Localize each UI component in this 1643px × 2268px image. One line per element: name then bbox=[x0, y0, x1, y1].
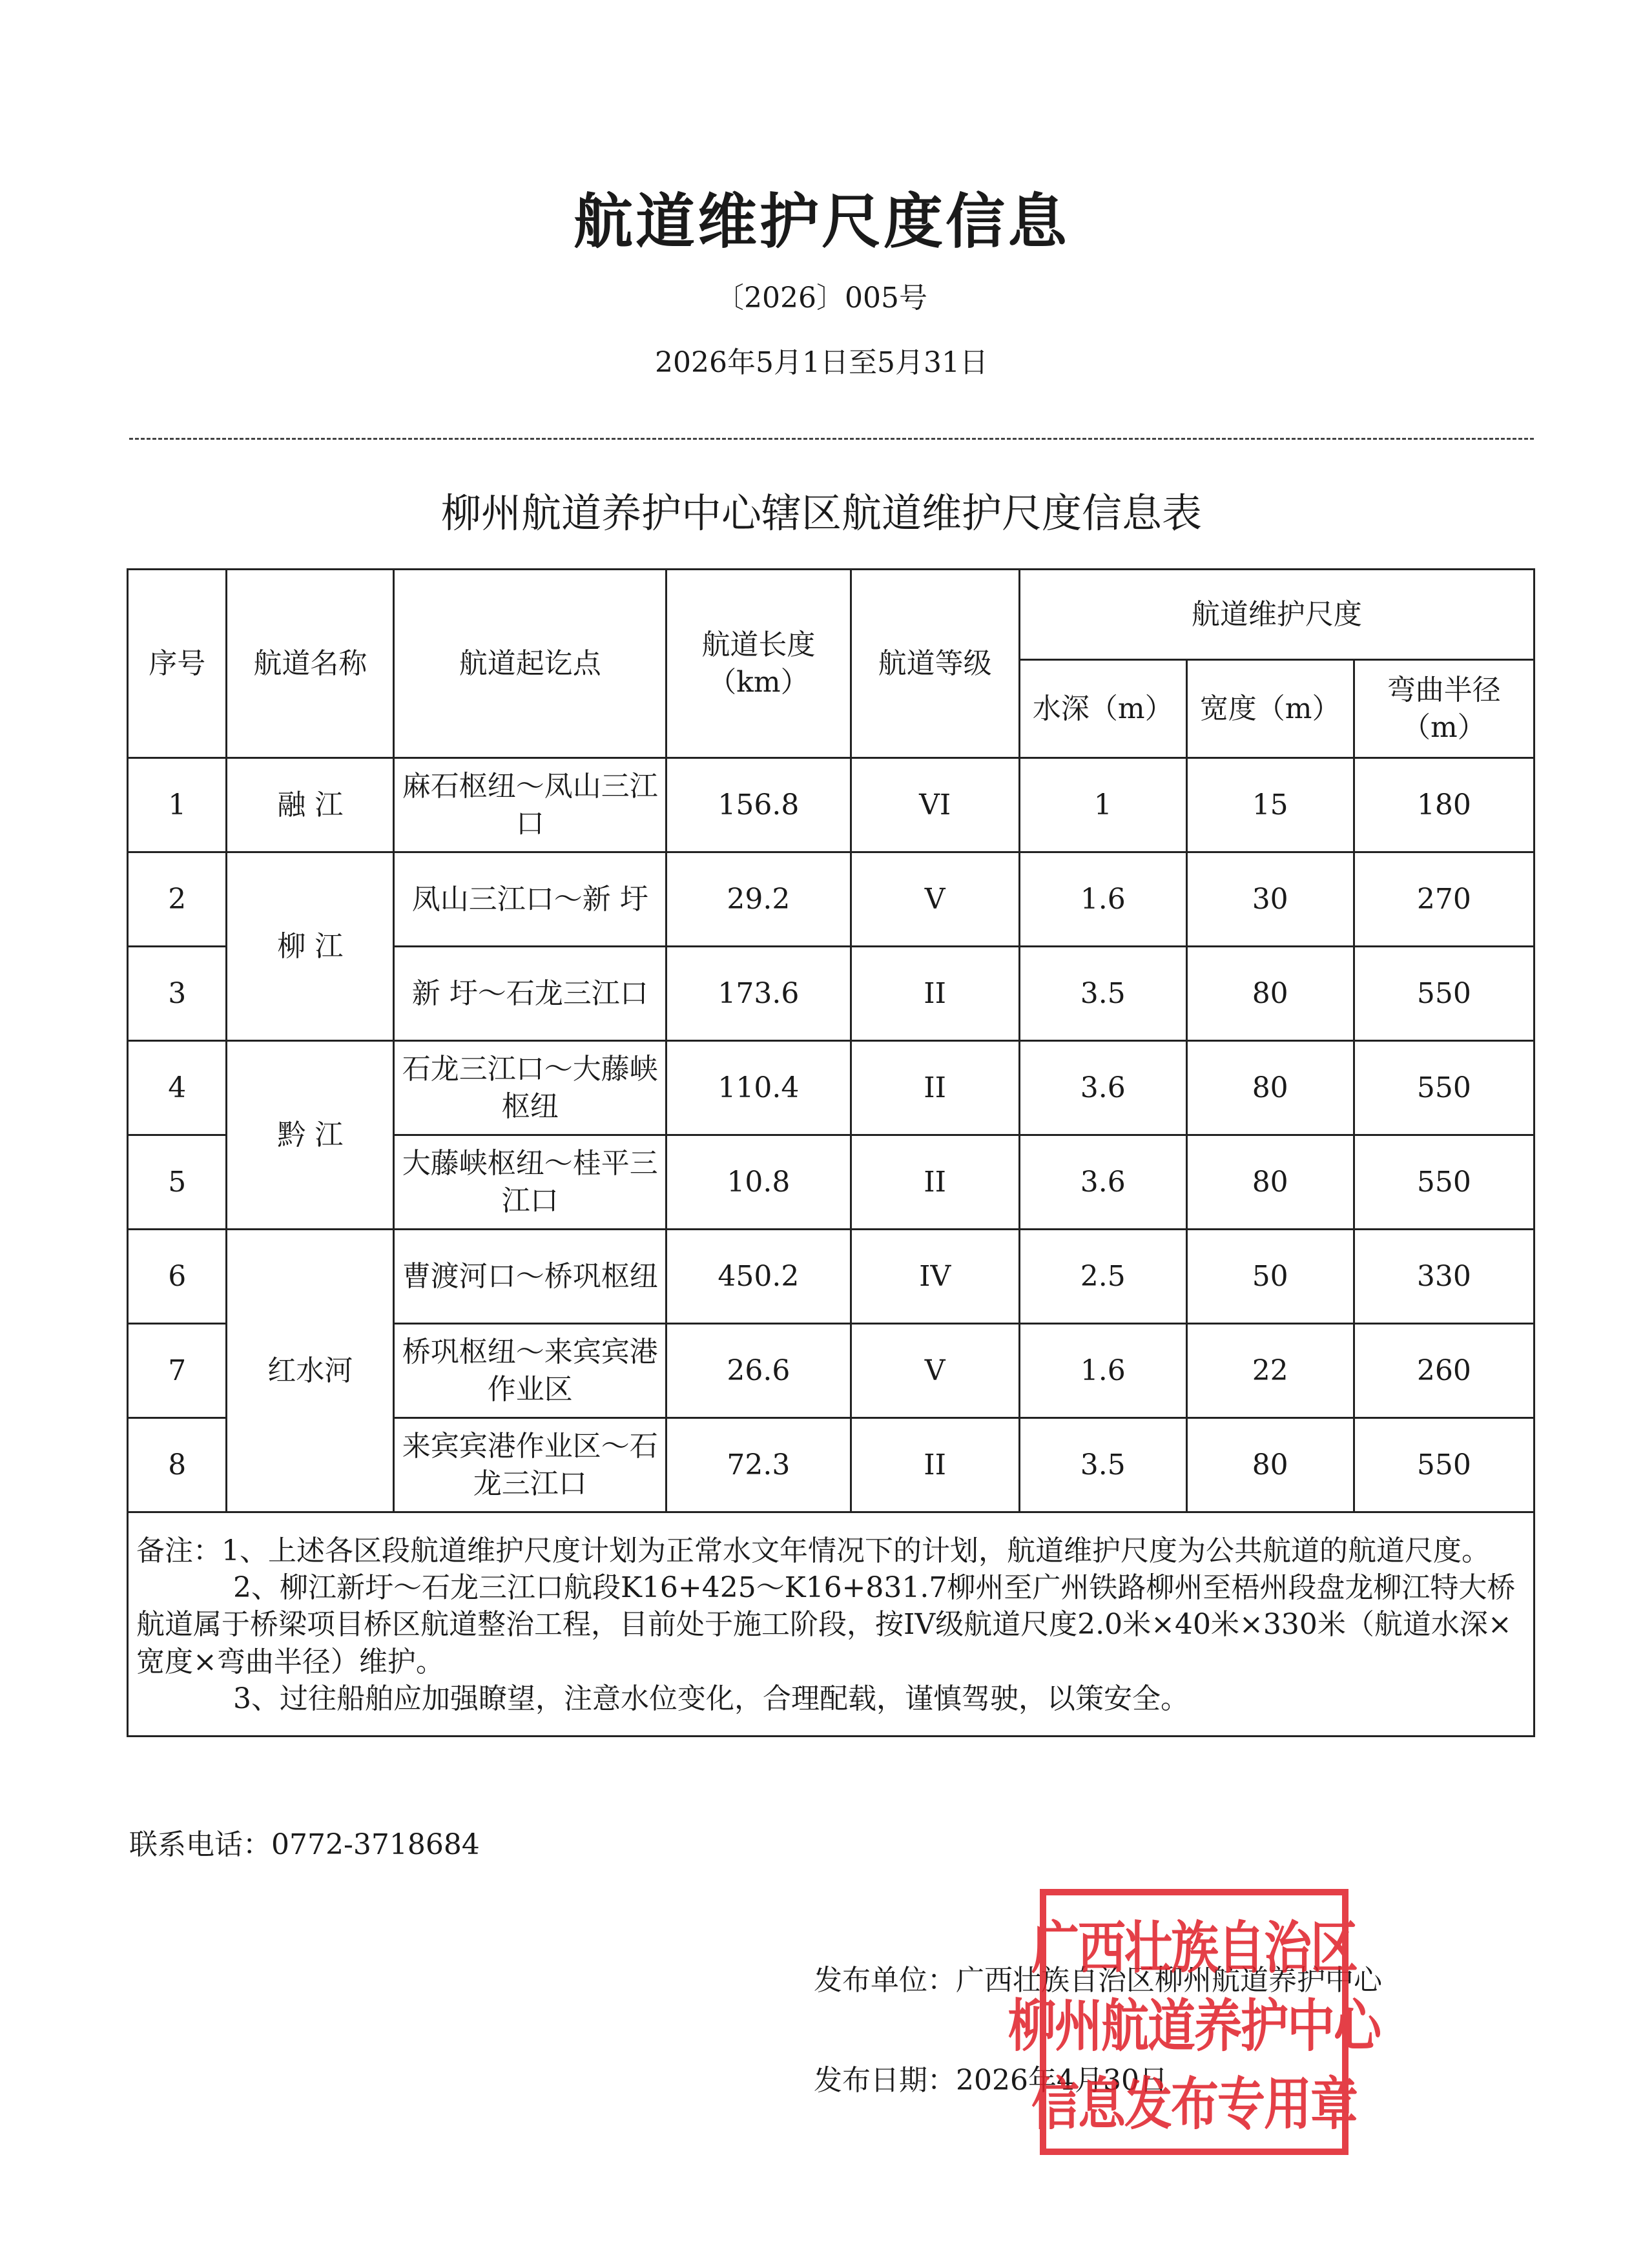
cell-length: 110.4 bbox=[666, 1041, 851, 1135]
cell-depth: 1 bbox=[1019, 758, 1186, 852]
header-width: 宽度（m） bbox=[1186, 660, 1354, 758]
header-radius: 弯曲半径（m） bbox=[1354, 660, 1534, 758]
cell-section: 麻石枢纽～凤山三江口 bbox=[394, 758, 666, 852]
cell-grade: II bbox=[851, 947, 1019, 1041]
cell-grade: II bbox=[851, 1041, 1019, 1135]
cell-width: 50 bbox=[1186, 1230, 1354, 1324]
cell-width: 22 bbox=[1186, 1324, 1354, 1418]
cell-grade: VI bbox=[851, 758, 1019, 852]
cell-radius: 330 bbox=[1354, 1230, 1534, 1324]
cell-section: 石龙三江口～大藤峡枢纽 bbox=[394, 1041, 666, 1135]
cell-radius: 550 bbox=[1354, 1135, 1534, 1230]
cell-depth: 2.5 bbox=[1019, 1230, 1186, 1324]
header-depth: 水深（m） bbox=[1019, 660, 1186, 758]
cell-length: 156.8 bbox=[666, 758, 851, 852]
document-title: 航道维护尺度信息 bbox=[573, 187, 1070, 256]
cell-grade: V bbox=[851, 852, 1019, 947]
cell-radius: 550 bbox=[1354, 1041, 1534, 1135]
table-row bbox=[128, 852, 1534, 947]
cell-length: 450.2 bbox=[666, 1230, 851, 1324]
cell-depth: 1.6 bbox=[1019, 852, 1186, 947]
publish-date: 发布日期：2026年4月30日 bbox=[814, 2064, 1168, 2097]
cell-depth: 3.5 bbox=[1019, 1418, 1186, 1512]
cell-waterway-name: 黔 江 bbox=[227, 1041, 394, 1230]
cell-grade: V bbox=[851, 1324, 1019, 1418]
cell-width: 80 bbox=[1186, 947, 1354, 1041]
cell-waterway-name: 融 江 bbox=[227, 758, 394, 852]
table-row bbox=[128, 1041, 1534, 1135]
cell-section: 大藤峡枢纽～桂平三江口 bbox=[394, 1135, 666, 1230]
cell-grade: II bbox=[851, 1418, 1019, 1512]
maintenance-dimensions-table bbox=[127, 568, 1535, 1737]
header-waterway-name: 航道名称 bbox=[227, 570, 394, 758]
cell-waterway-name: 柳 江 bbox=[227, 852, 394, 1041]
note-3: 3、过往船舶应加强瞭望，注意水位变化，合理配载，谨慎驾驶，以策安全。 bbox=[233, 1682, 1189, 1715]
cell-section: 曹渡河口～桥巩枢纽 bbox=[394, 1230, 666, 1324]
seal-line-2: 柳州航道养护中心 bbox=[1008, 1994, 1380, 2059]
cell-width: 30 bbox=[1186, 852, 1354, 947]
cell-section: 凤山三江口～新 圩 bbox=[394, 852, 666, 947]
cell-seq: 6 bbox=[128, 1230, 227, 1324]
cell-waterway-name: 红水河 bbox=[227, 1230, 394, 1512]
seal-line-3: 信息发布专用章 bbox=[1031, 2072, 1357, 2138]
seal-line-1: 广西壮族自治区 bbox=[1031, 1915, 1357, 1981]
cell-seq: 1 bbox=[128, 758, 227, 852]
header-section: 航道起讫点 bbox=[394, 570, 666, 758]
cell-depth: 3.5 bbox=[1019, 947, 1186, 1041]
table-title: 柳州航道养护中心辖区航道维护尺度信息表 bbox=[440, 490, 1202, 537]
cell-depth: 3.6 bbox=[1019, 1135, 1186, 1230]
cell-seq: 5 bbox=[128, 1135, 227, 1230]
document-number: 〔2026〕005号 bbox=[716, 282, 927, 314]
cell-section: 桥巩枢纽～来宾宾港作业区 bbox=[394, 1324, 666, 1418]
cell-radius: 550 bbox=[1354, 947, 1534, 1041]
header-length: 航道长度（km） bbox=[666, 570, 851, 758]
cell-seq: 4 bbox=[128, 1041, 227, 1135]
header-grade: 航道等级 bbox=[851, 570, 1019, 758]
contact-phone: 联系电话：0772-3718684 bbox=[129, 1828, 480, 1861]
table-row bbox=[128, 758, 1534, 852]
note-2: 2、柳江新圩～石龙三江口航段K16+425～K16+831.7柳州至广州铁路柳州至梧州段盘龙柳江特大桥航道属于桥梁项目桥区航道整治工程，目前处于施工阶段，按IV级航道尺度2.0米×40米×330米（航道水深×宽度×弯曲半径）维护。 bbox=[136, 1571, 1516, 1678]
cell-seq: 8 bbox=[128, 1418, 227, 1512]
notes-row bbox=[128, 1512, 1534, 1737]
header-seq: 序号 bbox=[128, 570, 227, 758]
cell-seq: 7 bbox=[128, 1324, 227, 1418]
cell-width: 80 bbox=[1186, 1418, 1354, 1512]
cell-width: 80 bbox=[1186, 1041, 1354, 1135]
cell-length: 72.3 bbox=[666, 1418, 851, 1512]
cell-seq: 2 bbox=[128, 852, 227, 947]
cell-length: 10.8 bbox=[666, 1135, 851, 1230]
cell-radius: 270 bbox=[1354, 852, 1534, 947]
table-row bbox=[128, 1230, 1534, 1324]
cell-grade: II bbox=[851, 1135, 1019, 1230]
cell-grade: IV bbox=[851, 1230, 1019, 1324]
cell-radius: 260 bbox=[1354, 1324, 1534, 1418]
cell-radius: 550 bbox=[1354, 1418, 1534, 1512]
official-seal-stamp bbox=[1008, 1889, 1380, 2155]
cell-depth: 3.6 bbox=[1019, 1041, 1186, 1135]
cell-length: 173.6 bbox=[666, 947, 851, 1041]
note-1: 备注：1、上述各区段航道维护尺度计划为正常水文年情况下的计划，航道维护尺度为公共航道的航道尺度。 bbox=[136, 1534, 1490, 1567]
publisher: 发布单位：广西壮族自治区柳州航道养护中心 bbox=[814, 1964, 1382, 1997]
cell-seq: 3 bbox=[128, 947, 227, 1041]
cell-length: 29.2 bbox=[666, 852, 851, 947]
cell-section: 新 圩～石龙三江口 bbox=[394, 947, 666, 1041]
validity-period: 2026年5月1日至5月31日 bbox=[655, 346, 988, 379]
cell-width: 15 bbox=[1186, 758, 1354, 852]
notes-cell bbox=[128, 1512, 1534, 1737]
cell-length: 26.6 bbox=[666, 1324, 851, 1418]
cell-radius: 180 bbox=[1354, 758, 1534, 852]
cell-width: 80 bbox=[1186, 1135, 1354, 1230]
header-dimensions-group: 航道维护尺度 bbox=[1019, 570, 1534, 660]
cell-depth: 1.6 bbox=[1019, 1324, 1186, 1418]
cell-section: 来宾宾港作业区～石龙三江口 bbox=[394, 1418, 666, 1512]
dashed-divider bbox=[129, 438, 1534, 440]
